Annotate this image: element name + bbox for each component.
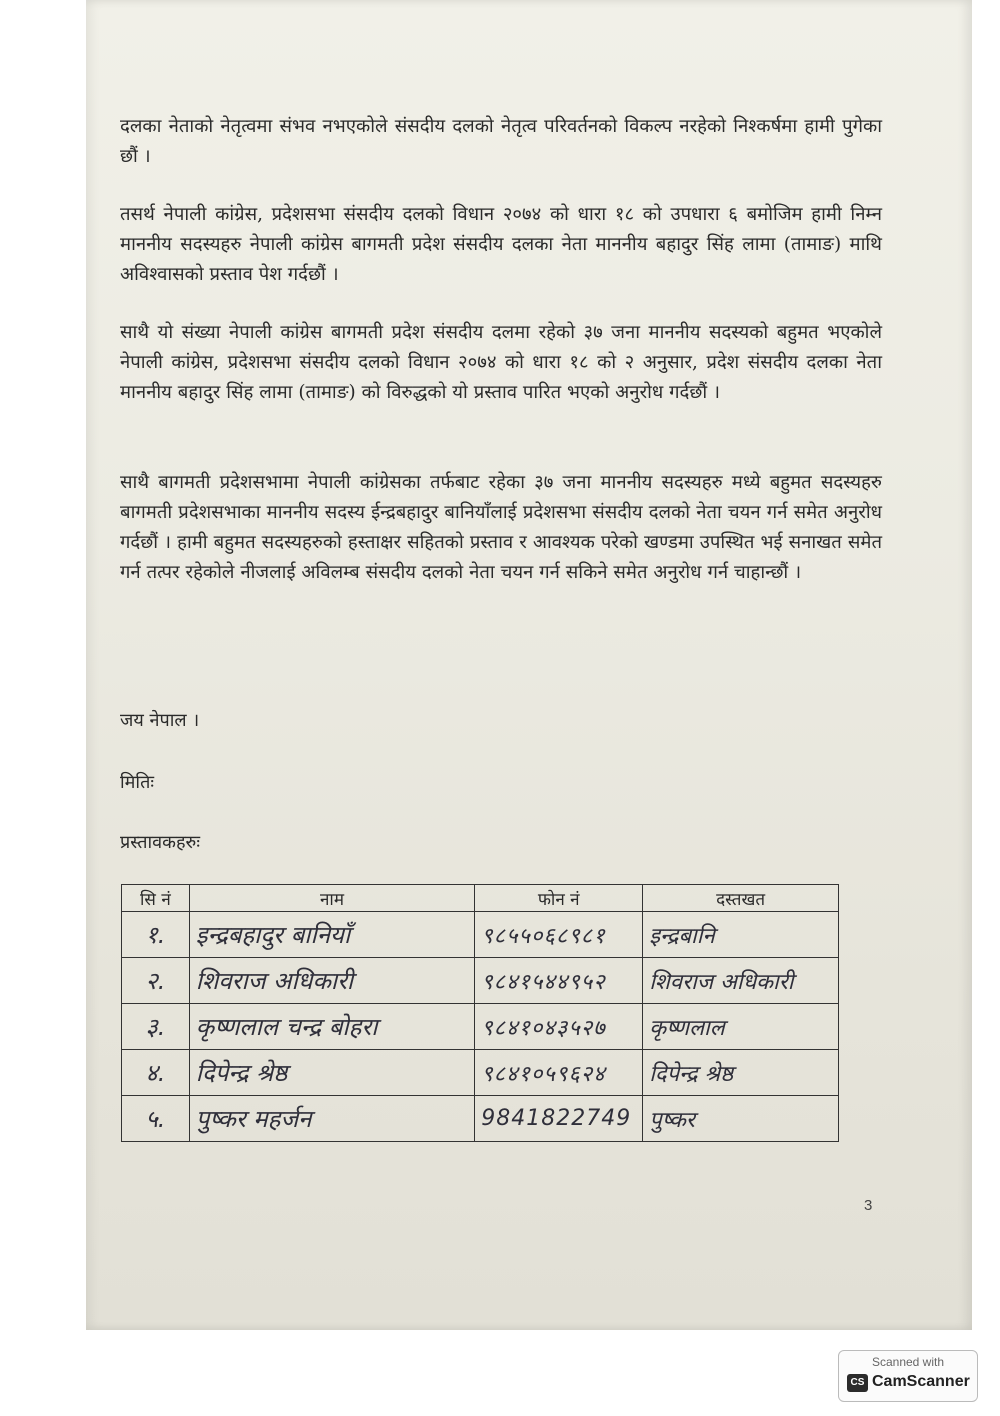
header-serial: सि नं <box>122 885 190 912</box>
page-number: 3 <box>864 1197 873 1214</box>
table-row <box>122 1096 839 1142</box>
table-row <box>122 912 839 958</box>
table-row <box>122 1050 839 1096</box>
row-name: इन्द्रबहादुर बानियाँ <box>189 912 474 958</box>
date-label: मितिः <box>120 772 154 793</box>
row-phone: ९८४१०४३५२७ <box>475 1004 643 1050</box>
row-name: शिवराज अधिकारी <box>189 958 474 1004</box>
row-phone: ९८४१५४४९५२ <box>475 958 643 1004</box>
row-serial: १. <box>122 912 190 958</box>
row-serial: ४. <box>122 1050 190 1096</box>
camscanner-logo-icon: CS <box>847 1374 868 1392</box>
header-phone: फोन नं <box>475 885 643 912</box>
header-signature: दस्तखत <box>643 885 839 912</box>
row-serial: २. <box>122 958 190 1004</box>
paragraph-1: दलका नेताको नेतृत्वमा संभव नभएकोले संसदीय दलको नेतृत्व परिवर्तनको विकल्प नरहेको निश्कर्षमा हामी पुगेका छौं । <box>120 116 882 167</box>
scanned-with-text: Scanned with <box>871 1355 945 1369</box>
row-phone: ९८५५०६८९८१ <box>475 912 643 958</box>
row-signature: दिपेन्द्र श्रेष्ठ <box>643 1050 839 1096</box>
row-name: कृष्णलाल चन्द्र बोहरा <box>189 1004 474 1050</box>
camscanner-badge <box>838 1350 978 1402</box>
paragraph-4: साथै बागमती प्रदेशसभामा नेपाली कांग्रेसका तर्फबाट रहेका ३७ जना माननीय सदस्यहरु मध्ये बहुमत सदस्यहरु बागमती प्रदेशसभाका माननीय सदस्य ईन्द्रबहादुर बानियाँलाई प्रदेशसभा संसदीय दलको नेता चयन गर्न समेत अनुरोध गर्दछौं । हामी बहुमत सदस्यहरुको हस्ताक्षर सहितको प्रस्ताव र आवश्यक परेको खण्डमा उपस्थित भई सनाखत समेत गर्न तत्पर रहेकोले नीजलाई अविलम्ब संसदीय दलको नेता चयन गर्न सकिने समेत अनुरोध गर्न चाहान्छौं । <box>120 472 882 583</box>
row-phone: ९८४१०५९६२४ <box>475 1050 643 1096</box>
row-serial: ३. <box>122 1004 190 1050</box>
row-serial: ५. <box>122 1096 190 1142</box>
proposers-label: प्रस्तावकहरुः <box>120 832 200 853</box>
signature-table <box>121 884 839 1142</box>
row-name: दिपेन्द्र श्रेष्ठ <box>189 1050 474 1096</box>
table-row <box>122 958 839 1004</box>
row-signature: कृष्णलाल <box>643 1004 839 1050</box>
row-phone: 9841822749 <box>475 1096 643 1142</box>
row-signature: इन्द्रबानि <box>643 912 839 958</box>
row-signature: पुष्कर <box>643 1096 839 1142</box>
header-name: नाम <box>189 885 474 912</box>
paragraph-2: तसर्थ नेपाली कांग्रेस, प्रदेशसभा संसदीय दलको विधान २०७४ को धारा १८ को उपधारा ६ बमोजिम हामी निम्न माननीय सदस्यहरु नेपाली कांग्रेस बागमती प्रदेश संसदीय दलका नेता माननीय बहादुर सिंह लामा (तामाङ) माथि अविश्वासको प्रस्ताव पेश गर्दछौं । <box>120 204 882 285</box>
row-name: पुष्कर महर्जन <box>189 1096 474 1142</box>
camscanner-name: CamScanner <box>872 1373 970 1390</box>
closing-line: जय नेपाल । <box>120 710 200 731</box>
table-header-row <box>122 885 839 912</box>
paragraph-3: साथै यो संख्या नेपाली कांग्रेस बागमती प्रदेश संसदीय दलमा रहेको ३७ जना माननीय सदस्यको बहुमत भएकोले नेपाली कांग्रेस, प्रदेशसभा संसदीय दलको विधान २०७४ को धारा १८ को २ अनुसार, प्रदेश संसदीय दलका नेता माननीय बहादुर सिंह लामा (तामाङ) को विरुद्धको यो प्रस्ताव पारित भएको अनुरोध गर्दछौं । <box>120 322 882 403</box>
table-row <box>122 1004 839 1050</box>
row-signature: शिवराज अधिकारी <box>643 958 839 1004</box>
